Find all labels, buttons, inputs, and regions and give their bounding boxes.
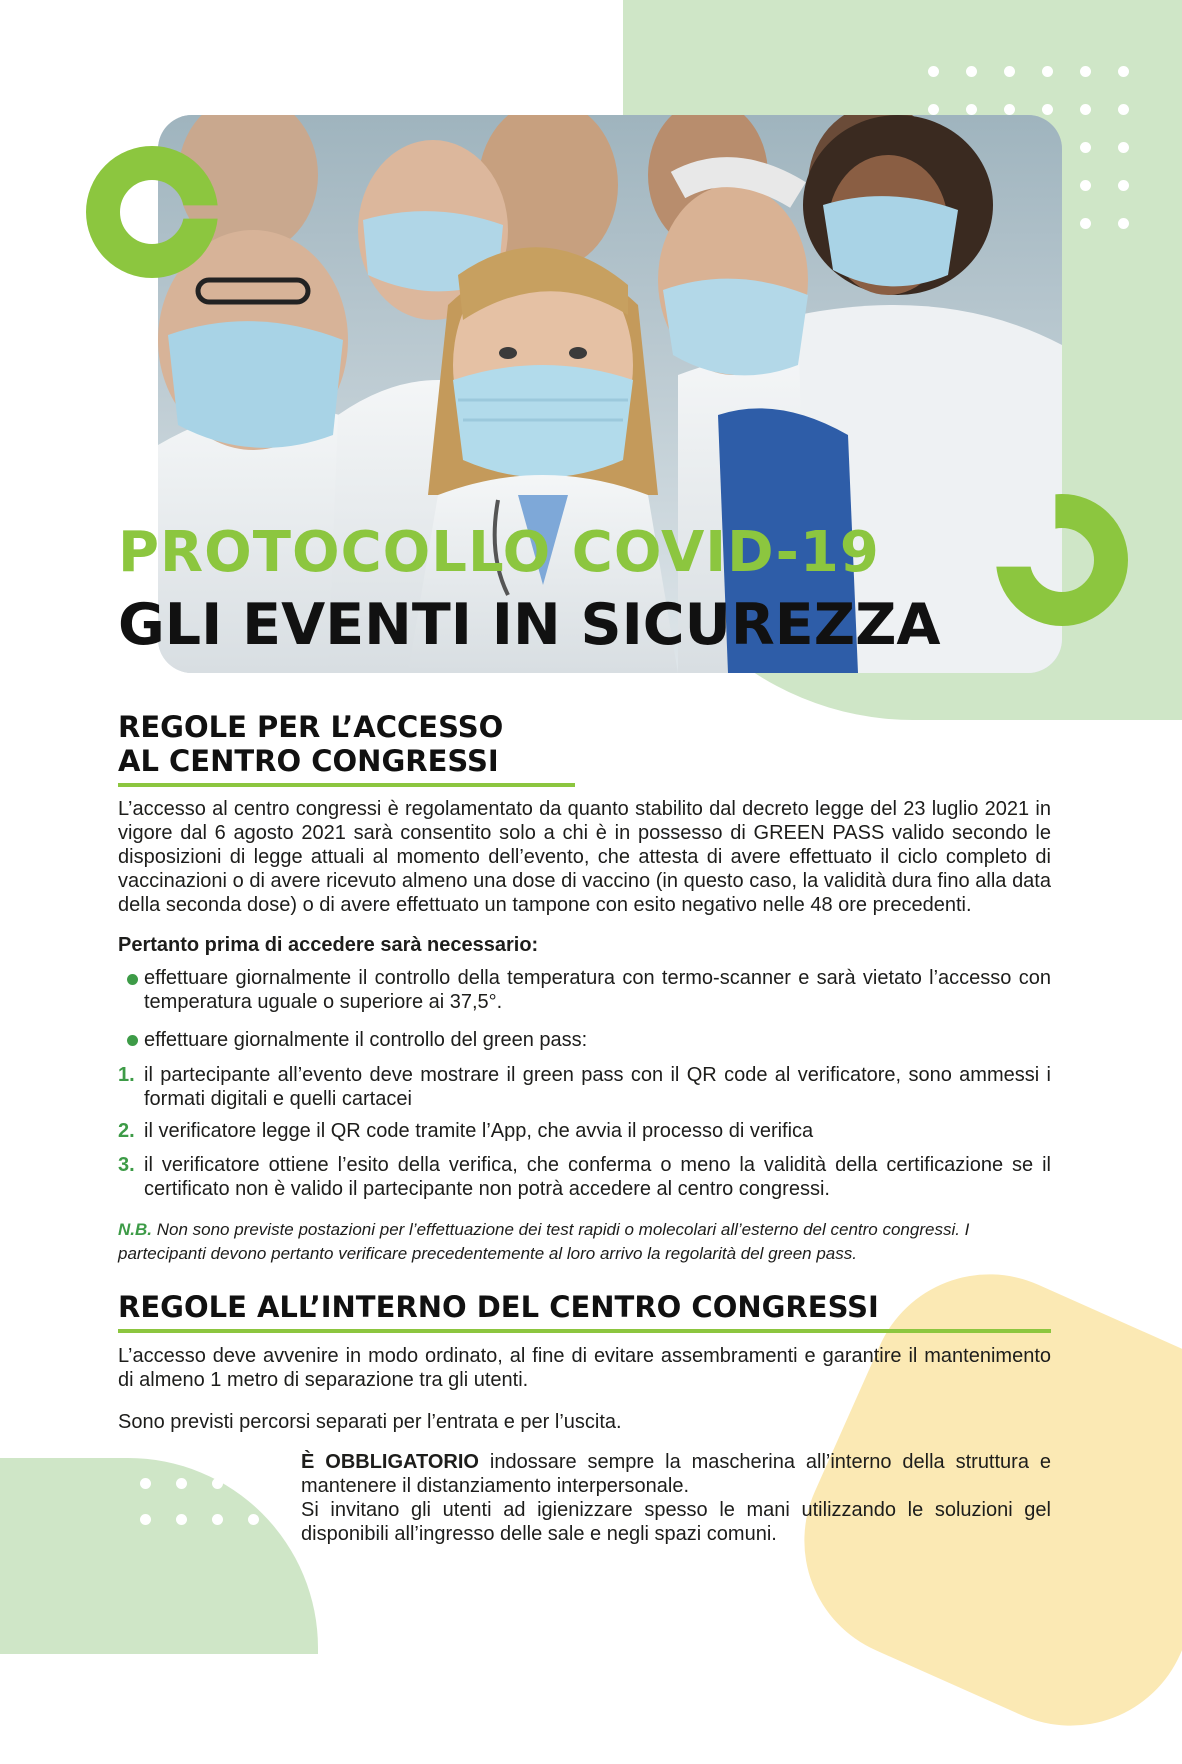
dot xyxy=(1118,180,1129,191)
dot xyxy=(1042,104,1053,115)
step-item: il partecipante all’evento deve mostrare il green pass con il QR code al verificatore, sono ammessi i formati digitali e quelli cartacei xyxy=(144,1064,1051,1110)
section1-heading xyxy=(118,710,503,778)
section2-para1: L’accesso deve avvenire in modo ordinato, al fine di evitare assembramenti e garantire il mantenimento di almeno 1 metro di separazione tra gli utenti. xyxy=(118,1345,1051,1391)
dot xyxy=(176,1442,187,1453)
bullet-dot xyxy=(127,974,138,985)
section2-heading: REGOLE ALL’INTERNO DEL CENTRO CONGRESSI xyxy=(118,1290,879,1324)
section1-lead: Pertanto prima di accedere sarà necessario: xyxy=(118,934,539,956)
dot xyxy=(928,66,939,77)
photo-illustration xyxy=(158,115,1062,673)
mandatory-label: È OBBLIGATORIO xyxy=(301,1451,479,1473)
dot xyxy=(1080,218,1091,229)
section1-heading-underline xyxy=(118,783,575,787)
dot xyxy=(212,1514,223,1525)
dot xyxy=(1080,66,1091,77)
dot-grid-decoration-bottom xyxy=(140,1442,280,1552)
section1-heading-line2: AL CENTRO CONGRESSI xyxy=(118,744,499,778)
dot xyxy=(140,1478,151,1489)
bullet-dot xyxy=(127,1035,138,1046)
dot xyxy=(1042,66,1053,77)
dot xyxy=(1080,142,1091,153)
dot xyxy=(1118,104,1129,115)
dot xyxy=(1118,142,1129,153)
step-number: 1. xyxy=(118,1064,135,1086)
dot xyxy=(248,1514,259,1525)
bullet-item-temperature: effettuare giornalmente il controllo della temperatura con termo-scanner e sarà vietato l’accesso con temperatura uguale o superiore ai 37,5°. xyxy=(144,967,1051,1013)
section1-intro: L’accesso al centro congressi è regolamentato da quanto stabilito dal decreto legge del 23 luglio 2021 in vigore dal 6 agosto 2021 sarà consentito solo a chi è in possesso di GREEN PASS valido secondo le disposizioni di legge attuali al momento dell’evento, che attesta di avere effettuato il ciclo completo di vaccinazioni o di avere ricevuto almeno una dose di vaccino (in questo caso, la validità dura fino alla data della seconda dose) o di avere effettuato un tampone con esito negativo nelle 48 ore precedenti. xyxy=(118,798,1051,916)
step-item: il verificatore legge il QR code tramite l’App, che avvia il processo di verifica xyxy=(144,1120,814,1142)
dot xyxy=(212,1478,223,1489)
section2-para2: Sono previsti percorsi separati per l’entrata e per l’uscita. xyxy=(118,1411,622,1433)
nb-label: N.B. xyxy=(118,1220,152,1239)
dot xyxy=(966,66,977,77)
dot xyxy=(140,1514,151,1525)
dot xyxy=(212,1442,223,1453)
dot xyxy=(928,104,939,115)
nb-text: Non sono previste postazioni per l’effettuazione dei test rapidi o molecolari all’esterno del centro congressi. I partecipanti devono pertanto verificare precedentemente al loro arrivo la regolarità del green pass. xyxy=(118,1220,970,1263)
section2-hygiene: Si invitano gli utenti ad igienizzare spesso le mani utilizzando le soluzioni gel disponibili all’ingresso delle sale e negli spazi comuni. xyxy=(301,1499,1051,1545)
dot xyxy=(176,1478,187,1489)
section2-mandatory xyxy=(301,1450,1051,1498)
dot xyxy=(1118,66,1129,77)
title-line-1: PROTOCOLLO COVID-19 xyxy=(118,520,880,585)
dot xyxy=(248,1478,259,1489)
dot xyxy=(248,1442,259,1453)
nb-note xyxy=(118,1218,1051,1266)
dot xyxy=(176,1514,187,1525)
section2-heading-underline xyxy=(118,1329,1051,1333)
dot xyxy=(966,104,977,115)
hero-photo-medical-staff xyxy=(158,115,1062,673)
title-line-2: GLI EVENTI IN SICUREZZA xyxy=(118,592,941,658)
bullet-item-green-pass: effettuare giornalmente il controllo del green pass: xyxy=(144,1029,588,1051)
dot xyxy=(1004,66,1015,77)
section1-heading-line1: REGOLE PER L’ACCESSO xyxy=(118,710,504,744)
dot xyxy=(1004,104,1015,115)
dot xyxy=(1080,104,1091,115)
step-number: 3. xyxy=(118,1154,135,1176)
step-number: 2. xyxy=(118,1120,135,1142)
mandatory-text: indossare sempre la mascherina all’interno della struttura e mantenere il distanziamento interpersonale. xyxy=(301,1451,1051,1497)
dot xyxy=(1080,180,1091,191)
dot xyxy=(1118,218,1129,229)
dot xyxy=(140,1442,151,1453)
step-item: il verificatore ottiene l’esito della verifica, che conferma o meno la validità della certificazione se il certificato non è valido il partecipante non potrà accedere al centro congressi. xyxy=(144,1154,1051,1200)
